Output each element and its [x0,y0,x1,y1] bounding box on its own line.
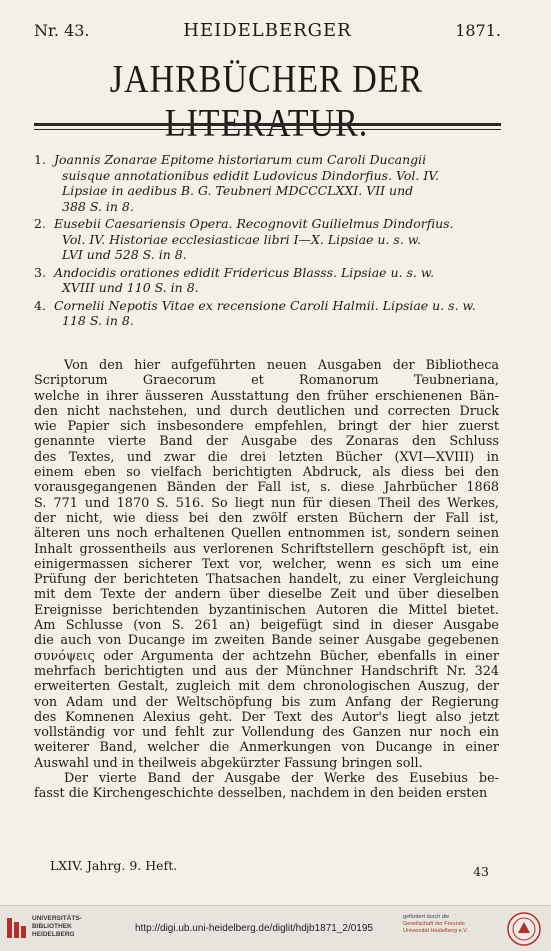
body-line: der nicht, wie diess bei den zwölf ersten Büchern der Fall ist, [34,510,499,526]
library-name-line: UNIVERSITÄTS- [32,915,82,922]
entry-number: 3. [34,264,46,280]
library-name-line: BIBLIOTHEK [32,923,72,930]
body-line: fasst die Kirchengeschichte desselben, nachdem in den beiden ersten [34,786,488,802]
body-line: des Komnenen Alexius geht. Der Text des Autor's liegt also jetzt [34,709,499,725]
entry-line: 118 S. in 8. [62,313,134,328]
entry-line: Lipsiae in aedibus B. G. Teubneri MDCCCLXXI. VII und [62,183,414,198]
entry-line: Joannis Zonarae Epitome historiarum cum Caroli Ducangii [54,152,427,167]
body-line: S. 771 und 1870 S. 516. So liegt nun für diesen Theil des Werkes, [34,495,499,511]
body-line: wie Papier sich insbesondere empfehlen, bringt der hier zuerst [34,419,499,435]
title-rule-thin [34,129,501,130]
bibliography-entry [34,152,499,214]
body-line: Inhalt grossentheils aus verlorenen Schriftstellern geschöpft ist, ein [34,541,499,557]
body-line: genannte vierte Band der Ausgabe des Zonaras den Schluss [34,434,499,450]
body-line: des Textes, und zwar die drei letzten Bücher (XVI—XVIII) in [34,449,499,465]
body-line: einem eben so vielfach berichtigten Abdruck, als diess bei den [34,465,499,481]
body-line: Auswahl und in theilweis abgekürzter Fassung bringen soll. [34,755,423,771]
library-name [32,915,82,939]
entry-line: Eusebii Caesariensis Opera. Recognovit Guilielmus Dindorfius. [54,216,454,231]
body-line: einigermassen sicherer Text vor, welcher, wenn es sich um eine [34,556,499,572]
body-line: Prüfung der berichteten Thatsachen handelt, zu einer Vergleichung [34,572,499,588]
page-title: JAHRBÜCHER DER [109,58,424,101]
body-line: Ereignisse berichtenden byzantinischen Autoren die Mittel bietet. [34,602,499,618]
body-text [34,358,499,802]
entry-line: 388 S. in 8. [62,198,134,214]
page-number: 43 [473,864,489,879]
digitization-banner [0,905,551,951]
body-line: Am Schlusse (von S. 261 an) beigefügt sind in dieser Ausgabe [34,618,499,634]
body-line: welche in ihrer äusseren Ausstattung den früher erschienenen Bän- [34,388,499,404]
entry-number: 1. [34,152,46,167]
entry-number: 2. [34,216,46,231]
body-line: die auch von Ducange im zweiten Bande seiner Ausgabe gegebenen [34,633,499,649]
body-line: mehrfach berichtigten und aus der Münchner Handschrift Nr. 324 [34,663,499,679]
permalink[interactable]: http://digi.ub.uni-heidelberg.de/diglit/hdjb1871_2/0195 [135,923,373,934]
entry-line: Vol. IV. Historiae ecclesiasticae libri I—X. Lipsiae u. s. w. [62,231,421,247]
entry-line: suisque annotationibus edidit Ludovicus Dindorfius. Vol. IV. [62,167,440,183]
entry-line: LVI und 528 S. in 8. [62,247,187,262]
body-line: Scriptorum Graecorum et Romanorum Teubneriana, [34,373,499,389]
university-seal-icon [507,912,541,946]
library-name-line: HEIDELBERG [32,931,75,938]
body-line: mit dem Texte der andern über dieselbe Zeit und über dieselben [34,587,499,603]
entry-line: XVIII und 110 S. in 8. [62,280,199,295]
funder-credit [403,914,468,935]
body-line: weiterer Band, welcher die Anmerkungen von Ducange in einer [34,740,499,756]
entry-line: Cornelii Nepotis Vitae ex recensione Caroli Halmii. Lipsiae u. s. w. [54,297,476,313]
funded-by-label: gefördert durch die [403,914,450,920]
bibliography-list [34,152,499,331]
funder-name-line: Universität Heidelberg e.V. [403,928,468,934]
body-line: Der vierte Band der Ausgabe der Werke des Eusebius be- [64,771,499,787]
university-library-logo-icon [6,916,28,940]
body-line: älteren uns noch erhaltenen Quellen entnommen ist, sondern seinen [34,526,499,542]
body-line: vollständig vor und fehlt zur Vollendung des Ganzen nur noch ein [34,725,499,741]
body-line: von Adam und der Weltschöpfung bis zum Anfang der Regierung [34,694,499,710]
bibliography-entry [34,298,499,329]
issue-number: Nr. 43. [34,21,90,40]
body-line: Von den hier aufgeführten neuen Ausgaben der Bibliotheca [64,358,499,373]
title-rule-thick [34,123,501,126]
body-line: erweiterten Gestalt, zugleich mit dem chronologischen Auszug, der [34,679,499,695]
year: 1871. [455,21,501,40]
body-line: den nicht nachstehen, und durch deutlichen und correcten Druck [34,403,499,419]
bibliography-entry [34,265,499,296]
entry-line: Andocidis orationes edidit Fridericus Blasss. Lipsiae u. s. w. [54,264,435,280]
funder-name-line: Gesellschaft der Freunde [403,921,465,927]
body-line: συνόψεις oder Argumenta der achtzehn Bücher, ebenfalls in einer [34,648,499,664]
signature-mark: LXIV. Jahrg. 9. Heft. [50,858,178,873]
body-line: vorausgegangenen Bänden der Fall ist, s. diese Jahrbücher 1868 [34,480,499,496]
entry-number: 4. [34,297,46,313]
journal-name: HEIDELBERGER [183,20,352,41]
bibliography-entry [34,216,499,263]
